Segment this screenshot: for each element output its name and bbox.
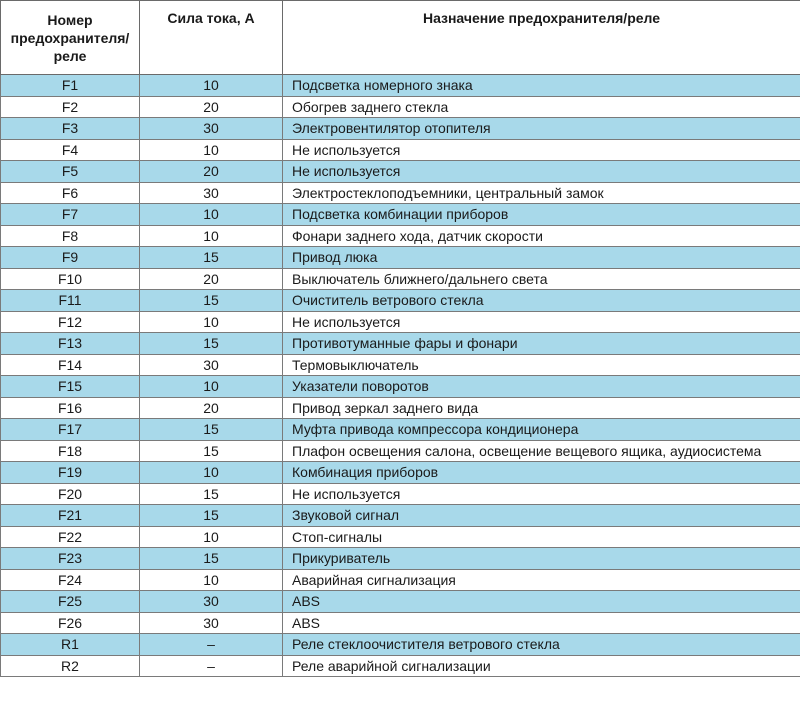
fuse-purpose-cell: Очиститель ветрового стекла [283, 290, 800, 312]
fuse-purpose-cell: Муфта привода компрессора кондиционера [283, 419, 800, 441]
fuse-number-cell: F21 [1, 505, 140, 527]
fuse-number-cell: F12 [1, 311, 140, 333]
header-current: Сила тока, А [140, 1, 283, 75]
table-row [1, 526, 800, 548]
fuse-current-cell: 30 [140, 118, 283, 140]
table-header-row [1, 1, 800, 75]
fuse-current-cell: 20 [140, 268, 283, 290]
fuse-number-cell: F9 [1, 247, 140, 269]
fuse-number-cell: F26 [1, 612, 140, 634]
fuse-purpose-cell: Реле аварийной сигнализации [283, 655, 800, 677]
fuse-purpose-cell: Прикуриватель [283, 548, 800, 570]
fuse-current-cell: 10 [140, 225, 283, 247]
fuse-number-cell: F19 [1, 462, 140, 484]
fuse-current-cell: 15 [140, 483, 283, 505]
fuse-number-cell: F7 [1, 204, 140, 226]
fuse-current-cell: 10 [140, 569, 283, 591]
fuse-purpose-cell: Выключатель ближнего/дальнего света [283, 268, 800, 290]
fuse-number-cell: F23 [1, 548, 140, 570]
fuse-number-cell: F1 [1, 75, 140, 97]
table-row [1, 161, 800, 183]
fuse-number-cell: F15 [1, 376, 140, 398]
fuse-current-cell: 10 [140, 376, 283, 398]
table-row [1, 376, 800, 398]
fuse-purpose-cell: ABS [283, 612, 800, 634]
fuse-purpose-cell: Не используется [283, 483, 800, 505]
fuse-purpose-cell: Указатели поворотов [283, 376, 800, 398]
table-row [1, 655, 800, 677]
table-body [1, 75, 800, 677]
table-row [1, 268, 800, 290]
fuse-purpose-cell: Электростеклоподъемники, центральный замок [283, 182, 800, 204]
fuse-purpose-cell: Электровентилятор отопителя [283, 118, 800, 140]
fuse-purpose-cell: Привод люка [283, 247, 800, 269]
table-row [1, 440, 800, 462]
table-row [1, 204, 800, 226]
fuse-number-cell: F4 [1, 139, 140, 161]
table-row [1, 419, 800, 441]
fuse-current-cell: – [140, 655, 283, 677]
fuse-number-cell: F18 [1, 440, 140, 462]
fuse-purpose-cell: Не используется [283, 161, 800, 183]
fuse-current-cell: 10 [140, 139, 283, 161]
fuse-current-cell: 20 [140, 397, 283, 419]
table-row [1, 333, 800, 355]
table-row [1, 311, 800, 333]
fuse-number-cell: F11 [1, 290, 140, 312]
fuse-purpose-cell: Подсветка комбинации приборов [283, 204, 800, 226]
fuse-number-cell: R1 [1, 634, 140, 656]
fuse-current-cell: 15 [140, 548, 283, 570]
table-row [1, 247, 800, 269]
fuse-purpose-cell: Термовыключатель [283, 354, 800, 376]
fuse-number-cell: F2 [1, 96, 140, 118]
fuse-purpose-cell: Стоп-сигналы [283, 526, 800, 548]
fuse-number-cell: F5 [1, 161, 140, 183]
fuse-purpose-cell: Плафон освещения салона, освещение вещевого ящика, аудиосистема [283, 440, 800, 462]
fuse-current-cell: 10 [140, 311, 283, 333]
fuse-current-cell: 30 [140, 354, 283, 376]
fuse-current-cell: 15 [140, 440, 283, 462]
table-row [1, 634, 800, 656]
fuse-current-cell: 15 [140, 333, 283, 355]
fuse-purpose-cell: Фонари заднего хода, датчик скорости [283, 225, 800, 247]
fuse-number-cell: F22 [1, 526, 140, 548]
table-row [1, 591, 800, 613]
table-row [1, 548, 800, 570]
fuse-current-cell: 15 [140, 290, 283, 312]
table-row [1, 483, 800, 505]
table-row [1, 182, 800, 204]
fuse-purpose-cell: Аварийная сигнализация [283, 569, 800, 591]
fuse-current-cell: 30 [140, 612, 283, 634]
fuse-number-cell: F14 [1, 354, 140, 376]
fuse-purpose-cell: Обогрев заднего стекла [283, 96, 800, 118]
table-row [1, 505, 800, 527]
fuse-current-cell: 15 [140, 419, 283, 441]
fuse-purpose-cell: Реле стеклоочистителя ветрового стекла [283, 634, 800, 656]
fuse-number-cell: F16 [1, 397, 140, 419]
table-row [1, 612, 800, 634]
fuse-number-cell: F17 [1, 419, 140, 441]
fuse-current-cell: 10 [140, 526, 283, 548]
table-row [1, 462, 800, 484]
fuse-number-cell: R2 [1, 655, 140, 677]
table-row [1, 225, 800, 247]
fuse-purpose-cell: Не используется [283, 311, 800, 333]
fuse-current-cell: 20 [140, 96, 283, 118]
fuse-number-cell: F6 [1, 182, 140, 204]
fuse-purpose-cell: Комбинация приборов [283, 462, 800, 484]
fuse-number-cell: F24 [1, 569, 140, 591]
fuse-number-cell: F8 [1, 225, 140, 247]
table-row [1, 96, 800, 118]
fuse-number-cell: F25 [1, 591, 140, 613]
table-row [1, 569, 800, 591]
fuse-current-cell: 15 [140, 505, 283, 527]
fuse-purpose-cell: Подсветка номерного знака [283, 75, 800, 97]
fuse-purpose-cell: Противотуманные фары и фонари [283, 333, 800, 355]
fuse-purpose-cell: ABS [283, 591, 800, 613]
fuse-current-cell: 10 [140, 204, 283, 226]
table-row [1, 354, 800, 376]
fuse-current-cell: 20 [140, 161, 283, 183]
fuse-purpose-cell: Не используется [283, 139, 800, 161]
fuse-current-cell: – [140, 634, 283, 656]
table-row [1, 290, 800, 312]
table-row [1, 139, 800, 161]
table-row [1, 75, 800, 97]
table-row [1, 118, 800, 140]
table-row [1, 397, 800, 419]
header-purpose: Назначение предохранителя/реле [283, 1, 800, 75]
fuse-purpose-cell: Звуковой сигнал [283, 505, 800, 527]
fuse-purpose-cell: Привод зеркал заднего вида [283, 397, 800, 419]
fuse-number-cell: F10 [1, 268, 140, 290]
fuse-current-cell: 30 [140, 182, 283, 204]
fuse-current-cell: 30 [140, 591, 283, 613]
fuse-number-cell: F20 [1, 483, 140, 505]
fuse-current-cell: 10 [140, 462, 283, 484]
header-number: Номер предохранителя/ реле [1, 1, 140, 75]
fuse-current-cell: 15 [140, 247, 283, 269]
fuse-number-cell: F3 [1, 118, 140, 140]
fuse-number-cell: F13 [1, 333, 140, 355]
fuse-current-cell: 10 [140, 75, 283, 97]
